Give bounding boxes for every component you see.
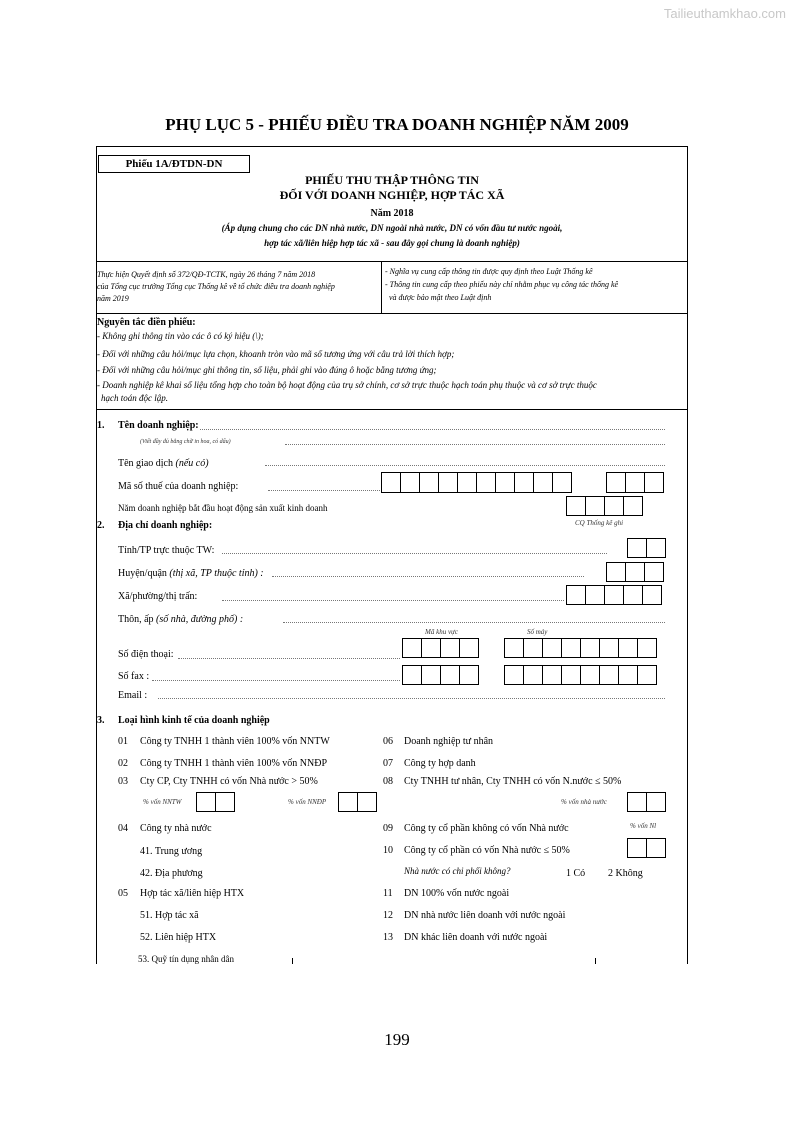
divider xyxy=(96,409,688,410)
option-label: Công ty TNHH 1 thành viên 100% vốn NNTW xyxy=(140,736,330,747)
district-label: Huyện/quận (thị xã, TP thuộc tỉnh) : xyxy=(118,568,264,579)
province-code-boxes[interactable] xyxy=(627,538,665,558)
section-3-number: 3. xyxy=(97,715,105,726)
email-label: Email : xyxy=(118,690,148,701)
phone-number-boxes[interactable] xyxy=(504,638,656,658)
tax-code-label: Mã số thuế của doanh nghiệp: xyxy=(118,481,239,492)
pct-nn-label: % vốn nhà nước xyxy=(561,798,607,806)
email-field[interactable] xyxy=(158,698,665,699)
fax-number-boxes[interactable] xyxy=(504,665,656,685)
pct-nn-boxes[interactable] xyxy=(627,792,665,812)
option-code[interactable]: 12 xyxy=(383,910,393,921)
cq-note: CQ Thống kê ghi xyxy=(575,519,624,527)
fax-area-boxes[interactable] xyxy=(402,665,478,685)
option-code[interactable]: 13 xyxy=(383,932,393,943)
legal-right-3: và được bảo mật theo Luật định xyxy=(389,293,492,302)
rule-3: - Đối với những câu hỏi/mục ghi thông tin, số liệu, phải ghi vào đúng ô hoặc bằng tương ứng; xyxy=(97,365,437,375)
number-hint: Số máy xyxy=(527,628,548,636)
legal-right-1: - Nghĩa vụ cung cấp thông tin được quy định theo Luật Thống kê xyxy=(385,267,593,276)
rule-1: - Không ghi thông tin vào các ô có ký hiệu (\); xyxy=(97,331,264,341)
option-code[interactable]: 04 xyxy=(118,823,128,834)
legal-left-1: Thực hiện Quyết định số 372/QĐ-TCTK, ngày 26 tháng 7 năm 2018 xyxy=(97,270,316,279)
tick-mark xyxy=(292,958,293,964)
pct-nntw-label: % vốn NNTW xyxy=(143,798,182,806)
rule-4b: hạch toán độc lập. xyxy=(101,393,168,403)
area-code-hint: Mã khu vực xyxy=(425,628,458,636)
district-code-boxes[interactable] xyxy=(606,562,663,582)
pct-nntw-boxes[interactable] xyxy=(196,792,234,812)
legal-left-3: năm 2019 xyxy=(97,294,129,303)
option-code[interactable]: 08 xyxy=(383,776,393,787)
option-label: Công ty cổ phần không có vốn Nhà nước xyxy=(404,823,569,834)
option-label: Công ty TNHH 1 thành viên 100% vốn NNĐP xyxy=(140,758,328,769)
option-code[interactable]: 07 xyxy=(383,758,393,769)
pct-nn-boxes-2[interactable] xyxy=(627,838,665,858)
option-label: DN khác liên doanh với nước ngoài xyxy=(404,932,548,943)
fax-field[interactable] xyxy=(152,680,400,681)
option-code[interactable]: 02 xyxy=(118,758,128,769)
rules-heading: Nguyên tắc điền phiếu: xyxy=(97,317,196,328)
option-sub-41[interactable]: 41. Trung ương xyxy=(140,846,203,857)
option-label: DN 100% vốn nước ngoài xyxy=(404,888,510,899)
option-label: DN nhà nước liên doanh với nước ngoài xyxy=(404,910,566,921)
tick-mark xyxy=(595,958,596,964)
phone-label: Số điện thoại: xyxy=(118,649,174,660)
page-number: 199 xyxy=(384,1030,410,1049)
option-label: Công ty cổ phần có vốn Nhà nước ≤ 50% xyxy=(404,845,570,856)
province-field[interactable] xyxy=(222,553,607,554)
watermark: Tailieuthamkhao.com xyxy=(663,6,786,21)
pct-nndp-label: % vốn NNĐP xyxy=(288,798,327,806)
address-label: Địa chỉ doanh nghiệp: xyxy=(118,520,213,531)
option-code[interactable]: 03 xyxy=(118,776,128,787)
form-scope-2: hợp tác xã/liên hiệp hợp tác xã - sau đây gọi chung là doanh nghiệp) xyxy=(264,238,520,248)
dots xyxy=(268,490,380,491)
company-name-field-2[interactable] xyxy=(285,444,665,445)
option-label: Hợp tác xã/liên hiệp HTX xyxy=(140,888,245,899)
option-sub-53[interactable]: 53. Quỹ tín dụng nhân dân xyxy=(138,954,234,964)
divider xyxy=(96,261,688,262)
option-code[interactable]: 01 xyxy=(118,736,128,747)
commune-field[interactable] xyxy=(222,600,564,601)
option-label: Cty TNHH tư nhân, Cty TNHH có vốn N.nước ≤ 50% xyxy=(404,776,622,787)
state-control-question: Nhà nước có chi phối không? xyxy=(404,866,511,876)
option-code[interactable]: 06 xyxy=(383,736,393,747)
commune-label: Xã/phường/thị trấn: xyxy=(118,591,198,602)
tax-code-suffix-boxes[interactable] xyxy=(606,472,663,493)
start-year-label: Năm doanh nghiệp bắt đầu hoạt động sản xuất kinh doanh xyxy=(118,503,328,513)
company-name-field[interactable] xyxy=(200,429,665,430)
option-sub-52[interactable]: 52. Liên hiệp HTX xyxy=(140,932,217,943)
option-sub-51[interactable]: 51. Hợp tác xã xyxy=(140,910,199,921)
divider xyxy=(381,261,382,313)
commune-code-boxes[interactable] xyxy=(566,585,661,605)
option-label: Công ty nhà nước xyxy=(140,823,212,834)
section-1-number: 1. xyxy=(97,420,105,431)
hamlet-label: Thôn, ấp (số nhà, đường phố) : xyxy=(118,614,244,625)
form-title-1: PHIẾU THU THẬP THÔNG TIN xyxy=(305,173,479,187)
economic-type-label: Loại hình kinh tế của doanh nghiệp xyxy=(118,715,270,726)
rule-2: - Đối với những câu hỏi/mục lựa chọn, khoanh tròn vào mã số tương ứng với câu trả lời thích hợp; xyxy=(97,349,455,359)
option-code[interactable]: 09 xyxy=(383,823,393,834)
district-field[interactable] xyxy=(272,576,584,577)
control-yes[interactable]: 1 Có xyxy=(566,868,586,879)
trade-name-field[interactable] xyxy=(265,465,665,466)
legal-right-2: - Thông tin cung cấp theo phiếu này chỉ nhằm phục vụ công tác thống kê xyxy=(385,280,619,289)
company-name-label: Tên doanh nghiệp: xyxy=(118,420,199,431)
phone-area-boxes[interactable] xyxy=(402,638,478,658)
option-label: Doanh nghiệp tư nhân xyxy=(404,736,494,747)
province-label: Tỉnh/TP trực thuộc TW: xyxy=(118,545,215,556)
hamlet-field[interactable] xyxy=(283,622,665,623)
form-year: Năm 2018 xyxy=(370,208,414,219)
start-year-boxes[interactable] xyxy=(566,496,642,516)
pct-nn-label-2: % vốn Nl xyxy=(630,822,657,830)
option-label: Cty CP, Cty TNHH có vốn Nhà nước > 50% xyxy=(140,776,318,787)
section-2-number: 2. xyxy=(97,520,105,531)
company-name-hint: (Viết đầy đủ bằng chữ in hoa, có dấu) xyxy=(140,439,231,445)
option-code[interactable]: 10 xyxy=(383,845,393,856)
option-code[interactable]: 05 xyxy=(118,888,128,899)
pct-nndp-boxes[interactable] xyxy=(338,792,376,812)
tax-code-boxes[interactable] xyxy=(381,472,571,493)
legal-left-2: của Tổng cục trưởng Tổng cục Thống kê về tổ chức điều tra doanh nghiệp xyxy=(97,282,335,291)
divider xyxy=(96,313,688,314)
control-no[interactable]: 2 Không xyxy=(608,868,643,879)
option-label: Công ty hợp danh xyxy=(404,758,476,769)
option-sub-42[interactable]: 42. Địa phương xyxy=(140,868,203,879)
phone-field[interactable] xyxy=(178,658,400,659)
rule-4a: - Doanh nghiệp kê khai số liệu tổng hợp cho toàn bộ hoạt động của trụ sở chính, cơ sở trực thuộc hạch toán phụ thuộc và cơ sở trực thuộc xyxy=(97,380,597,390)
appendix-title: PHỤ LỤC 5 - PHIẾU ĐIỀU TRA DOANH NGHIỆP NĂM 2009 xyxy=(165,115,629,134)
fax-label: Số fax : xyxy=(118,671,150,682)
form-scope-1: (Áp dụng chung cho các DN nhà nước, DN ngoài nhà nước, DN có vốn đầu tư nước ngoài, xyxy=(221,223,563,233)
form-title-2: ĐỐI VỚI DOANH NGHIỆP, HỢP TÁC XÃ xyxy=(279,188,505,202)
trade-name-label: Tên giao dịch (nếu có) xyxy=(118,458,209,469)
option-code[interactable]: 11 xyxy=(383,888,393,899)
form-code: Phiếu 1A/ĐTDN-DN xyxy=(98,155,250,173)
